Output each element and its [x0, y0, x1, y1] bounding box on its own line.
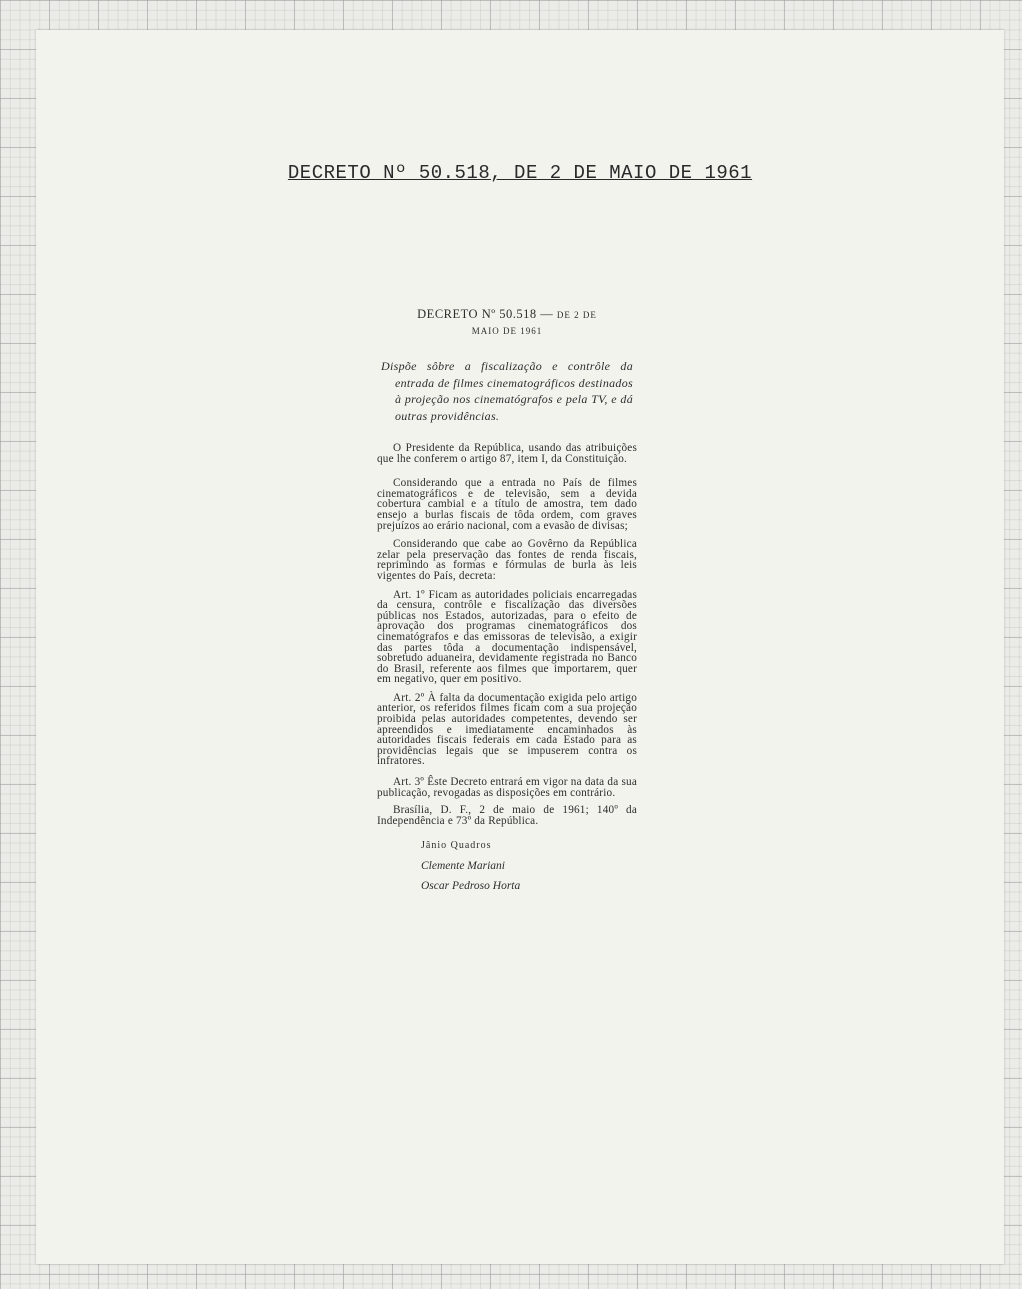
typed-title: DECRETO Nº 50.518, DE 2 DE MAIO DE 1961	[287, 162, 753, 184]
article-3: Art. 3º Êste Decreto entrará em vigor na data da sua publicação, revogadas as disposições em contrário.	[377, 776, 637, 799]
signature-minister-2: Oscar Pedroso Horta	[421, 880, 521, 893]
newspaper-clipping	[377, 306, 637, 896]
clipping-header	[377, 306, 637, 339]
considering-paragraph-2: Considerando que cabe ao Govêrno da República zelar pela preservação das fontes de renda fiscais, reprimindo as formas e fórmulas de burla às leis vigentes do País, decreta:	[377, 538, 637, 582]
signature-president: Jânio Quadros	[421, 840, 492, 852]
header-date-part: DE 2 DE	[556, 310, 597, 320]
ementa: Dispõe sôbre a fiscalização e contrôle da entrada de filmes cinematográficos destinados à projeção nos cinematógrafos e pela TV, e dá outras providências.	[381, 359, 633, 423]
header-date-line: MAIO DE 1961	[471, 326, 543, 336]
date-place-line: Brasília, D. F., 2 de maio de 1961; 140º da Independência e 73º da República.	[377, 804, 637, 827]
header-decree-number: DECRETO Nº 50.518 —	[417, 307, 554, 321]
signatures	[377, 836, 637, 896]
signature-minister-1: Clemente Mariani	[421, 860, 505, 873]
preamble-paragraph: O Presidente da República, usando das atribuições que lhe conferem o artigo 87, item I, da Constituição.	[377, 442, 637, 465]
article-1: Art. 1º Ficam as autoridades policiais encarregadas da censura, contrôle e fiscalização das diversões públicas nos Estados, autorizadas, para o efeito de aprovação dos programas cinematográficos dos cinematógrafos e das emissoras de televisão, a exigir das partes tôda a documentação indispensável, sobretudo aduaneira, devidamente registrada no Banco do Brasil, referente aos filmes que importarem, quer em negativo, quer em positivo.	[377, 588, 637, 686]
document-sheet	[36, 30, 1004, 1264]
considering-paragraph-1: Considerando que a entrada no País de filmes cinematográficos e de televisão, sem a devida cobertura cambial e a título de amostra, tem dado ensejo a burlas fiscais de tôda ordem, com graves prejuízos ao erário nacional, com a evasão de divisas;	[377, 477, 637, 532]
article-2: Art. 2º À falta da documentação exigida pelo artigo anterior, os referidos filmes ficam com a sua projeção proibida pelas autoridades competentes, devendo ser apreendidos e imediatamente encaminhados às autoridades fiscais federais em cada Estado para as providências legais que se impuserem contra os infratores.	[377, 691, 637, 768]
